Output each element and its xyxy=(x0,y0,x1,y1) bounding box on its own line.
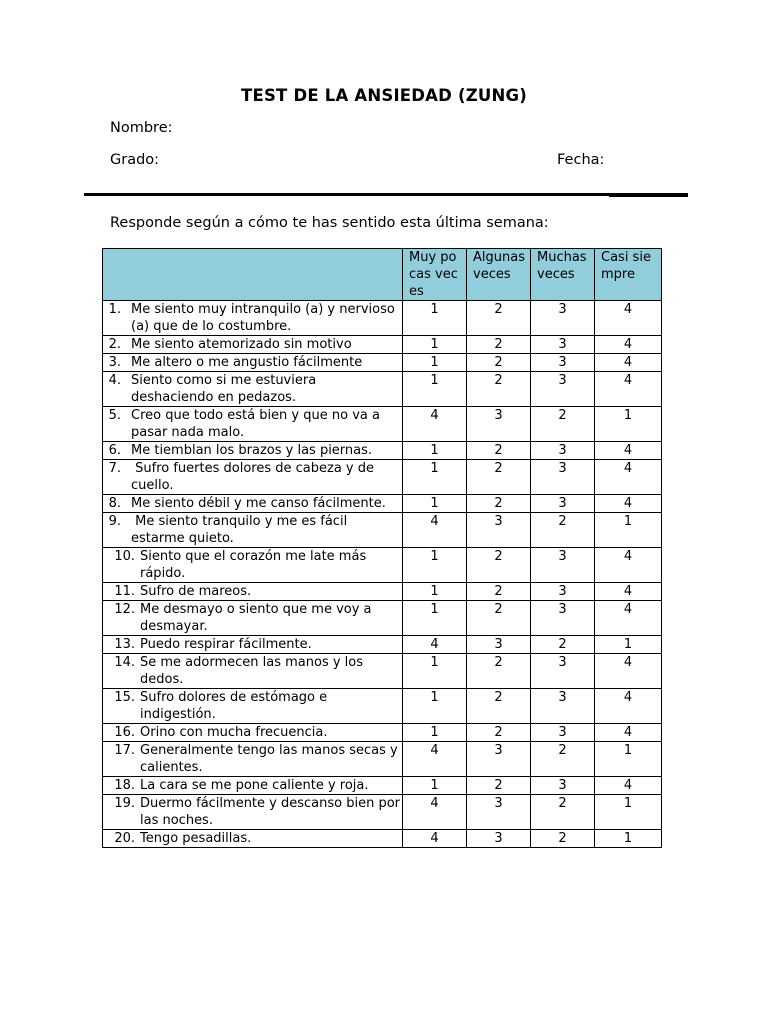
table-row xyxy=(103,372,662,407)
score-casi-siempre: 4 xyxy=(595,460,662,495)
score-casi-siempre: 4 xyxy=(595,777,662,795)
score-muy-pocas-veces: 1 xyxy=(403,724,467,742)
score-algunas-veces: 3 xyxy=(467,795,531,830)
question-number: 8. xyxy=(108,496,121,511)
header-algunas-veces: Algunas veces xyxy=(467,249,531,301)
question-number: 11. xyxy=(114,584,135,599)
header-blank-cell xyxy=(103,249,403,301)
score-muy-pocas-veces: 1 xyxy=(403,689,467,724)
question-cell xyxy=(103,830,403,848)
score-casi-siempre: 4 xyxy=(595,372,662,407)
question-cell xyxy=(103,583,403,601)
question-text: Sufro de mareos. xyxy=(140,584,252,599)
score-muy-pocas-veces: 1 xyxy=(403,460,467,495)
question-text: Me siento atemorizado sin motivo xyxy=(131,337,352,352)
question-number: 19. xyxy=(114,796,135,811)
table-row xyxy=(103,830,662,848)
score-muchas-veces: 3 xyxy=(531,777,595,795)
question-number: 14. xyxy=(114,655,135,670)
table-row xyxy=(103,407,662,442)
question-number: 16. xyxy=(114,725,135,740)
table-row xyxy=(103,724,662,742)
table-row xyxy=(103,548,662,583)
question-cell xyxy=(103,654,403,689)
question-text: Orino con mucha frecuencia. xyxy=(140,725,328,740)
score-algunas-veces: 2 xyxy=(467,583,531,601)
score-muchas-veces: 2 xyxy=(531,742,595,777)
header-muy-pocas-veces: Muy pocas veces xyxy=(403,249,467,301)
question-cell xyxy=(103,354,403,372)
score-muchas-veces: 3 xyxy=(531,372,595,407)
score-muchas-veces: 3 xyxy=(531,336,595,354)
header-casi-siempre: Casi siempre xyxy=(595,249,662,301)
score-muy-pocas-veces: 4 xyxy=(403,830,467,848)
score-muy-pocas-veces: 4 xyxy=(403,513,467,548)
question-text: Se me adormecen las manos y los dedos. xyxy=(140,655,368,687)
score-casi-siempre: 4 xyxy=(595,689,662,724)
score-muchas-veces: 2 xyxy=(531,407,595,442)
score-muchas-veces: 2 xyxy=(531,636,595,654)
horizontal-divider xyxy=(84,193,688,196)
score-algunas-veces: 2 xyxy=(467,777,531,795)
score-muchas-veces: 3 xyxy=(531,601,595,636)
score-muchas-veces: 2 xyxy=(531,830,595,848)
table-row xyxy=(103,636,662,654)
nombre-label: Nombre: xyxy=(110,120,173,136)
score-casi-siempre: 1 xyxy=(595,830,662,848)
question-number: 20. xyxy=(114,831,135,846)
score-algunas-veces: 2 xyxy=(467,724,531,742)
score-muy-pocas-veces: 1 xyxy=(403,495,467,513)
question-cell xyxy=(103,636,403,654)
table-body xyxy=(103,301,662,848)
score-casi-siempre: 4 xyxy=(595,336,662,354)
question-cell xyxy=(103,601,403,636)
table-row xyxy=(103,601,662,636)
table-row xyxy=(103,301,662,336)
score-algunas-veces: 3 xyxy=(467,830,531,848)
question-number: 3. xyxy=(108,355,121,370)
table-row xyxy=(103,442,662,460)
fecha-label: Fecha: xyxy=(557,152,605,168)
question-number: 12. xyxy=(114,602,135,617)
question-cell xyxy=(103,301,403,336)
score-muy-pocas-veces: 1 xyxy=(403,654,467,689)
question-number: 2. xyxy=(108,337,121,352)
score-casi-siempre: 1 xyxy=(595,513,662,548)
question-cell xyxy=(103,795,403,830)
score-muy-pocas-veces: 4 xyxy=(403,407,467,442)
score-algunas-veces: 2 xyxy=(467,654,531,689)
table-row xyxy=(103,513,662,548)
score-casi-siempre: 1 xyxy=(595,407,662,442)
question-text: Sufro fuertes dolores de cabeza y de cuello. xyxy=(131,461,379,493)
instructions-text: Responde según a cómo te has sentido esta última semana: xyxy=(110,215,549,231)
score-algunas-veces: 2 xyxy=(467,689,531,724)
score-algunas-veces: 2 xyxy=(467,354,531,372)
score-muchas-veces: 3 xyxy=(531,724,595,742)
score-algunas-veces: 3 xyxy=(467,513,531,548)
score-casi-siempre: 4 xyxy=(595,601,662,636)
score-algunas-veces: 2 xyxy=(467,548,531,583)
score-muy-pocas-veces: 1 xyxy=(403,301,467,336)
score-algunas-veces: 2 xyxy=(467,372,531,407)
score-casi-siempre: 4 xyxy=(595,301,662,336)
table-row xyxy=(103,336,662,354)
question-cell xyxy=(103,742,403,777)
question-cell xyxy=(103,724,403,742)
question-number: 18. xyxy=(114,778,135,793)
score-muy-pocas-veces: 1 xyxy=(403,548,467,583)
question-text: Me siento tranquilo y me es fácil estarme quieto. xyxy=(131,514,352,546)
table-row xyxy=(103,460,662,495)
score-casi-siempre: 4 xyxy=(595,354,662,372)
question-text: Creo que todo está bien y que no va a pasar nada malo. xyxy=(131,408,385,440)
question-cell xyxy=(103,548,403,583)
score-algunas-veces: 3 xyxy=(467,742,531,777)
question-cell xyxy=(103,372,403,407)
score-algunas-veces: 2 xyxy=(467,442,531,460)
question-text: La cara se me pone caliente y roja. xyxy=(140,778,369,793)
question-cell xyxy=(103,777,403,795)
question-text: Tengo pesadillas. xyxy=(140,831,252,846)
score-muchas-veces: 3 xyxy=(531,354,595,372)
question-cell xyxy=(103,460,403,495)
header-muchas-veces: Muchas veces xyxy=(531,249,595,301)
question-number: 7. xyxy=(108,461,121,476)
question-cell xyxy=(103,407,403,442)
score-muchas-veces: 3 xyxy=(531,442,595,460)
score-casi-siempre: 4 xyxy=(595,442,662,460)
score-muy-pocas-veces: 4 xyxy=(403,636,467,654)
question-number: 13. xyxy=(114,637,135,652)
table-row xyxy=(103,742,662,777)
score-algunas-veces: 2 xyxy=(467,460,531,495)
score-muy-pocas-veces: 1 xyxy=(403,336,467,354)
question-number: 5. xyxy=(108,408,121,423)
question-text: Duermo fácilmente y descanso bien por las noches. xyxy=(140,796,405,828)
question-text: Puedo respirar fácilmente. xyxy=(140,637,312,652)
question-text: Me desmayo o siento que me voy a desmayar. xyxy=(140,602,376,634)
question-text: Siento que el corazón me late más rápido. xyxy=(140,549,371,581)
score-casi-siempre: 4 xyxy=(595,654,662,689)
question-text: Me tiemblan los brazos y las piernas. xyxy=(131,443,373,458)
question-text: Sufro dolores de estómago e indigestión. xyxy=(140,690,332,722)
score-muy-pocas-veces: 1 xyxy=(403,442,467,460)
table-row xyxy=(103,795,662,830)
question-number: 15. xyxy=(114,690,135,705)
table-row xyxy=(103,354,662,372)
score-muchas-veces: 3 xyxy=(531,301,595,336)
score-casi-siempre: 1 xyxy=(595,795,662,830)
grado-label: Grado: xyxy=(110,152,160,168)
score-muy-pocas-veces: 1 xyxy=(403,777,467,795)
question-cell xyxy=(103,336,403,354)
score-casi-siempre: 4 xyxy=(595,548,662,583)
question-number: 10. xyxy=(114,549,135,564)
table-row xyxy=(103,777,662,795)
score-casi-siempre: 1 xyxy=(595,636,662,654)
question-number: 9. xyxy=(108,514,121,529)
question-text: Me siento muy intranquilo (a) y nervioso (a) que de lo costumbre. xyxy=(131,302,399,334)
score-muy-pocas-veces: 4 xyxy=(403,742,467,777)
horizontal-divider-tail xyxy=(609,196,688,197)
score-algunas-veces: 2 xyxy=(467,336,531,354)
score-muchas-veces: 3 xyxy=(531,583,595,601)
question-number: 17. xyxy=(114,743,135,758)
question-number: 6. xyxy=(108,443,121,458)
score-muchas-veces: 2 xyxy=(531,795,595,830)
score-muchas-veces: 3 xyxy=(531,654,595,689)
score-casi-siempre: 1 xyxy=(595,742,662,777)
page-title: TEST DE LA ANSIEDAD (ZUNG) xyxy=(241,86,527,105)
table-header-row xyxy=(103,249,662,301)
question-cell xyxy=(103,495,403,513)
score-algunas-veces: 2 xyxy=(467,601,531,636)
score-casi-siempre: 4 xyxy=(595,495,662,513)
anxiety-questionnaire-table xyxy=(102,248,662,848)
question-number: 4. xyxy=(108,373,121,388)
question-text: Generalmente tengo las manos secas y calientes. xyxy=(140,743,402,775)
table-row xyxy=(103,689,662,724)
score-algunas-veces: 3 xyxy=(467,407,531,442)
question-cell xyxy=(103,513,403,548)
score-muy-pocas-veces: 1 xyxy=(403,354,467,372)
score-casi-siempre: 4 xyxy=(595,724,662,742)
score-muy-pocas-veces: 1 xyxy=(403,372,467,407)
score-muy-pocas-veces: 1 xyxy=(403,601,467,636)
score-muchas-veces: 3 xyxy=(531,460,595,495)
score-muchas-veces: 3 xyxy=(531,548,595,583)
score-muy-pocas-veces: 1 xyxy=(403,583,467,601)
score-muy-pocas-veces: 4 xyxy=(403,795,467,830)
score-muchas-veces: 3 xyxy=(531,495,595,513)
score-algunas-veces: 3 xyxy=(467,636,531,654)
score-muchas-veces: 2 xyxy=(531,513,595,548)
question-cell xyxy=(103,442,403,460)
question-text: Siento como si me estuviera deshaciendo en pedazos. xyxy=(131,373,321,405)
question-cell xyxy=(103,689,403,724)
question-text: Me siento débil y me canso fácilmente. xyxy=(131,496,386,511)
table-row xyxy=(103,654,662,689)
question-number: 1. xyxy=(108,302,121,317)
score-muchas-veces: 3 xyxy=(531,689,595,724)
score-algunas-veces: 2 xyxy=(467,301,531,336)
score-casi-siempre: 4 xyxy=(595,583,662,601)
score-algunas-veces: 2 xyxy=(467,495,531,513)
question-text: Me altero o me angustio fácilmente xyxy=(131,355,363,370)
table-row xyxy=(103,495,662,513)
table-row xyxy=(103,583,662,601)
